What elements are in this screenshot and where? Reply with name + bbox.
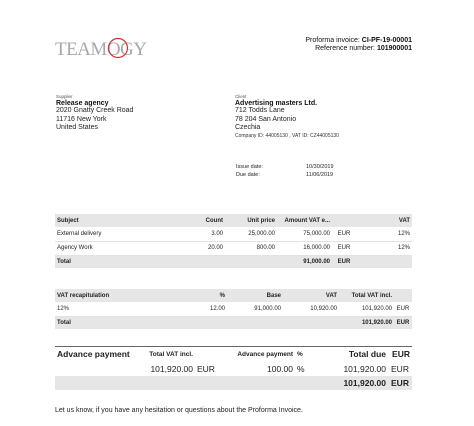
advance-total-vat: 101,920.00 (150, 363, 193, 374)
vat-total-label: Total (57, 319, 71, 326)
item-vat: 12% (397, 245, 410, 251)
table-row (55, 227, 412, 241)
table-row (55, 241, 412, 255)
vat-amount: 10,920.00 (310, 305, 337, 312)
advance-grand-total: 101,920.00 (343, 377, 386, 388)
client-ids: Company ID: 44005130 , VAT ID: CZ44005130 (235, 132, 339, 139)
table-row (55, 362, 412, 376)
item-subject: External delivery (57, 230, 102, 237)
logo-text: TEAMOGY (55, 39, 147, 60)
advance-total-due: 101,920.00 (343, 363, 386, 374)
footer-note: Let us know, if you have any hesitation or questions about the Proforma Invoice. (55, 407, 303, 414)
supplier-block (56, 94, 133, 133)
vat-currency: EUR (396, 305, 410, 312)
reference-label: Reference number: (315, 45, 375, 52)
item-unit-price: 800.00 (256, 245, 275, 251)
supplier-address-3: United States (56, 124, 99, 132)
supplier-label: Supplier (56, 94, 73, 99)
client-address-2: 78 204 San Antonio (235, 115, 297, 123)
items-col-unit-price: Unit price (247, 217, 275, 224)
reference-number-line (315, 45, 412, 52)
due-date-value: 11/06/2019 (306, 172, 334, 178)
items-header-row (55, 214, 412, 227)
advance-total-row (55, 376, 412, 390)
supplier-address-2: 11716 New York (56, 115, 107, 123)
items-table (55, 214, 412, 268)
vat-rate: 12% (57, 305, 70, 312)
invoice-label: Proforma invoice: (305, 37, 360, 44)
vat-header-row (55, 289, 412, 302)
vat-col-vat: VAT (325, 292, 337, 299)
vat-col-percent: % (219, 292, 225, 299)
invoice-number-line (305, 37, 412, 44)
items-col-subject: Subject (57, 217, 79, 224)
advance-currency: EUR (197, 363, 215, 374)
item-subject: Agency Work (57, 245, 93, 251)
client-label: Client (235, 94, 247, 99)
due-date-label: Due date: (236, 172, 260, 178)
advance-col-total-vat: Total VAT incl. (149, 350, 193, 358)
advance-col-advance: Advance payment (237, 350, 293, 358)
advance-col-currency (195, 347, 231, 362)
client-address-3: Czechia (235, 124, 261, 132)
supplier-name: Release agency (56, 100, 109, 107)
item-count: 20.00 (207, 245, 223, 251)
vat-total-row (55, 316, 412, 329)
dates-block (236, 164, 334, 180)
advance-due-currency: EUR (391, 363, 409, 374)
item-currency: EUR (337, 230, 351, 237)
advance-col-label: Advance payment (57, 349, 130, 360)
vat-recap-table (55, 289, 412, 329)
item-unit-price: 25,000.00 (248, 230, 275, 237)
advance-grand-currency: EUR (391, 377, 409, 388)
invoice-number: CI-PF-19-00001 (361, 37, 412, 44)
vat-total-currency: EUR (396, 319, 410, 326)
items-col-currency (332, 214, 356, 227)
client-block (235, 94, 339, 139)
advance-payment-table (55, 346, 412, 390)
vat-percent: 12.00 (209, 305, 225, 312)
issue-date-label: Issue date: (236, 164, 263, 170)
advance-percent: % (297, 363, 305, 374)
advance-header-row (55, 347, 412, 362)
items-col-amount: Amount VAT e... (284, 217, 330, 224)
vat-col-currency (394, 289, 412, 302)
vat-col-total: Total VAT incl. (351, 292, 392, 299)
item-amount: 16,000.00 (303, 245, 330, 251)
items-total-row (55, 255, 412, 268)
item-currency: EUR (337, 245, 351, 251)
item-count: 3.00 (211, 230, 223, 237)
reference-number: 101900001 (376, 45, 412, 52)
advance-row-label (55, 362, 135, 376)
items-total-label: Total (57, 258, 71, 265)
items-col-count: Count (205, 217, 223, 224)
advance-amount: 100.00 (267, 363, 293, 374)
advance-col-due-currency: EUR (392, 349, 410, 360)
items-col-vat: VAT (398, 217, 410, 224)
table-row (55, 302, 412, 316)
items-total-currency: EUR (337, 258, 351, 265)
item-vat: 12% (397, 230, 410, 237)
advance-col-percent: % (297, 350, 303, 358)
vat-col-base: Base (266, 292, 281, 299)
client-name: Advertising masters Ltd. (235, 100, 318, 107)
issue-date-value: 10/30/2019 (306, 164, 334, 170)
vat-col-label: VAT recapitulation (57, 292, 110, 299)
supplier-address-1: 2020 Gnatty Creek Road (56, 107, 134, 114)
vat-total-amount: 101,920.00 (361, 319, 392, 326)
advance-col-total-due: Total due (348, 349, 386, 360)
client-address-1: 712 Todds Lane (235, 107, 285, 114)
vat-base: 91,000.00 (254, 305, 281, 312)
items-total-amount: 91,000.00 (303, 258, 330, 265)
vat-total: 101,920.00 (361, 305, 392, 312)
company-logo (55, 36, 165, 60)
item-amount: 75,000.00 (303, 230, 330, 237)
